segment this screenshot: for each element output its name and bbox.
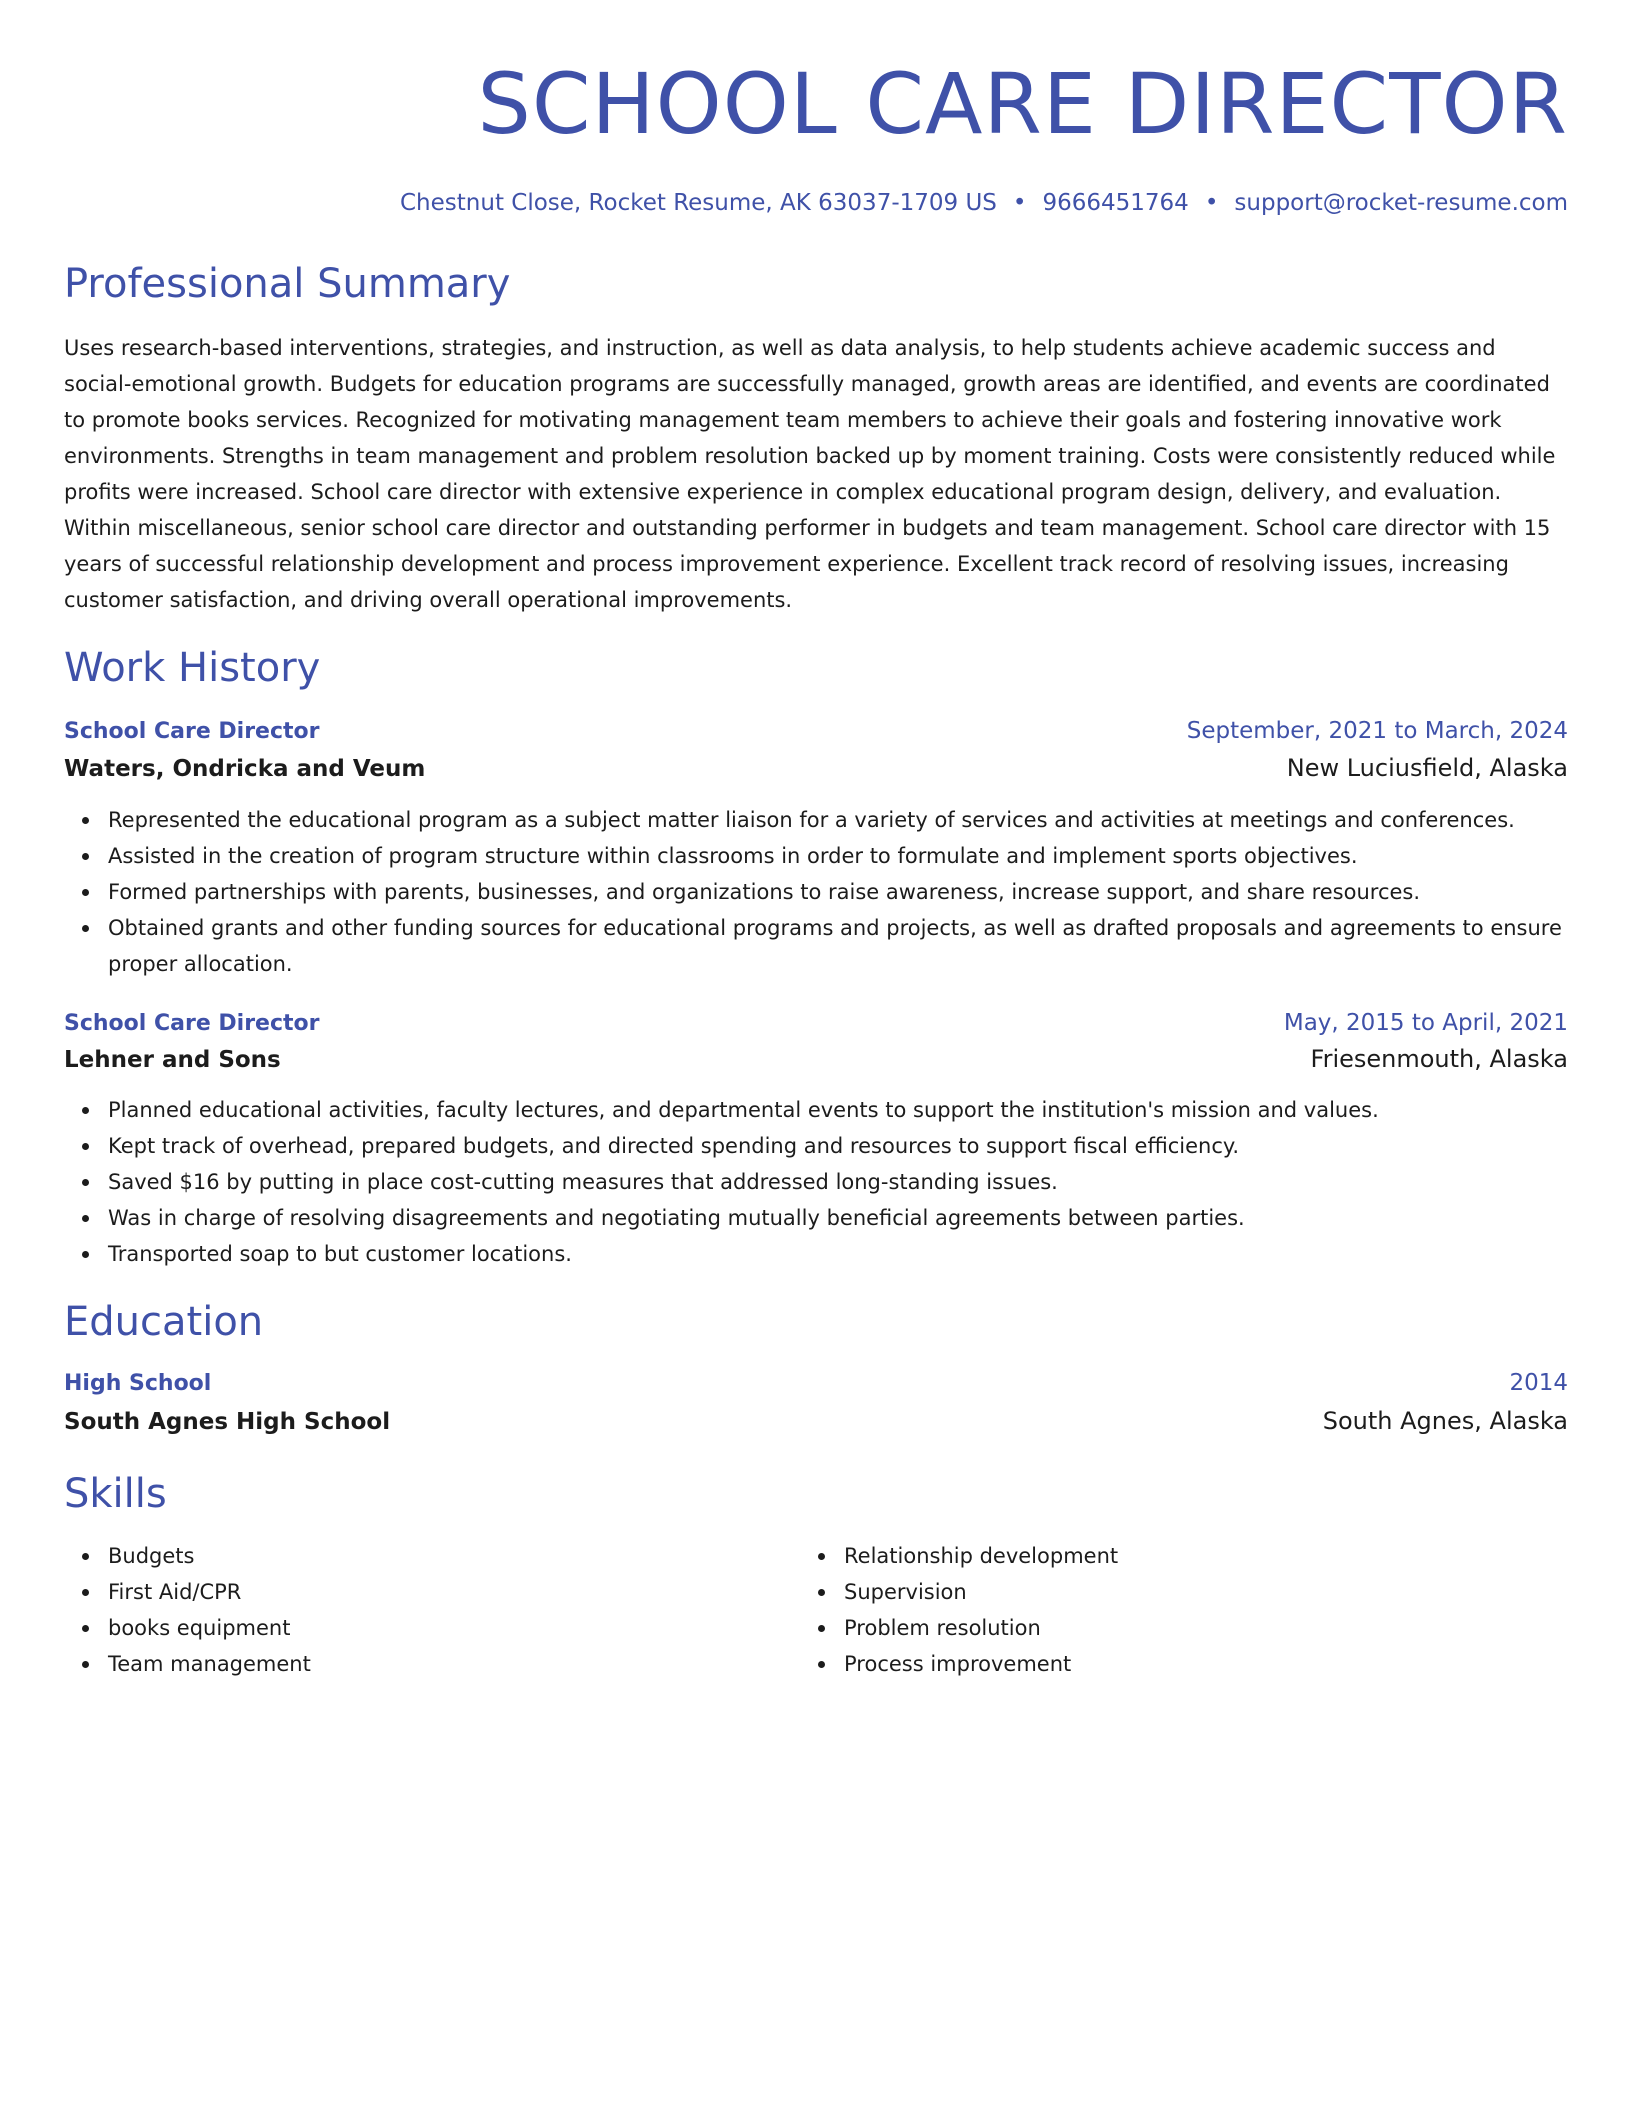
skill-item: Process improvement bbox=[844, 1646, 1536, 1682]
skill-item: Supervision bbox=[844, 1574, 1536, 1610]
job-duty: Saved $16 by putting in place cost-cutting measures that addressed long-standing issues. bbox=[108, 1164, 1568, 1200]
job-duty: Was in charge of resolving disagreements and negotiating mutually beneficial agreements between parties. bbox=[108, 1200, 1568, 1236]
skills-heading: Skills bbox=[64, 1471, 167, 1517]
job-title: School Care Director bbox=[64, 1011, 320, 1036]
job-company: Lehner and Sons bbox=[64, 1047, 281, 1073]
job-location: New Luciusfield, Alaska bbox=[1286, 754, 1568, 782]
education-heading: Education bbox=[64, 1299, 264, 1345]
skill-item: Problem resolution bbox=[844, 1610, 1536, 1646]
summary-heading: Professional Summary bbox=[64, 261, 511, 307]
job-duty: Kept track of overhead, prepared budgets, and directed spending and resources to support fiscal efficiency. bbox=[108, 1128, 1568, 1164]
summary-text: Uses research-based interventions, strategies, and instruction, as well as data analysis, to help students achieve academic success and social-emotional growth. Budgets for education programs are successfully managed, growth areas are identified, and events are coordinated to promote books services. Recognized for motivating management team members to achieve their goals and fostering innovative work environments. Strengths in team management and problem resolution backed up by moment training. Costs were consistently reduced while profits were increased. School care director with extensive experience in complex educational program design, delivery, and evaluation. Within miscellaneous, senior school care director and outstanding performer in budgets and team management. School care director with 15 years of successful relationship development and process improvement experience. Excellent track record of resolving issues, increasing customer satisfaction, and driving overall operational improvements. bbox=[64, 336, 1556, 612]
skills-columns bbox=[64, 1538, 1568, 1682]
job-duty: Formed partnerships with parents, businesses, and organizations to raise awareness, increase support, and share resources. bbox=[108, 874, 1568, 910]
job-title: School Care Director bbox=[64, 719, 320, 744]
job-entry bbox=[64, 714, 1568, 982]
work-history-heading: Work History bbox=[64, 645, 321, 691]
skill-item: Budgets bbox=[108, 1538, 800, 1574]
job-dates: May, 2015 to April, 2021 bbox=[1283, 1010, 1568, 1036]
resume-page bbox=[64, 0, 1568, 1682]
job-company-row bbox=[64, 749, 1568, 788]
education-location: South Agnes, Alaska bbox=[1322, 1407, 1568, 1435]
job-company-row bbox=[64, 1041, 1568, 1078]
job-duties-list bbox=[64, 1092, 1568, 1272]
job-header-row bbox=[64, 1006, 1568, 1041]
contact-separator: • bbox=[1204, 190, 1219, 216]
job-entry bbox=[64, 1006, 1568, 1272]
job-dates: September, 2021 to March, 2024 bbox=[1186, 718, 1568, 744]
contact-email: support@rocket-resume.com bbox=[1234, 190, 1568, 216]
skills-list-left bbox=[64, 1538, 800, 1682]
education-header-row bbox=[64, 1366, 1568, 1401]
skill-item: Relationship development bbox=[844, 1538, 1536, 1574]
job-duty: Planned educational activities, faculty lectures, and departmental events to support the institution's mission and values. bbox=[108, 1092, 1568, 1128]
education-degree: High School bbox=[64, 1371, 212, 1396]
candidate-name: SCHOOL CARE DIRECTOR bbox=[477, 55, 1568, 153]
job-duty: Obtained grants and other funding sources for educational programs and projects, as well as drafted proposals and agreements to ensure proper allocation. bbox=[108, 910, 1568, 982]
job-company: Waters, Ondricka and Veum bbox=[64, 756, 426, 782]
job-duty: Represented the educational program as a subject matter liaison for a variety of services and activities at meetings and conferences. bbox=[108, 802, 1568, 838]
job-location: Friesenmouth, Alaska bbox=[1310, 1045, 1568, 1073]
skill-item: books equipment bbox=[108, 1610, 800, 1646]
contact-line bbox=[64, 188, 1568, 218]
education-school-row bbox=[64, 1401, 1568, 1442]
contact-phone: 9666451764 bbox=[1042, 190, 1189, 216]
education-school: South Agnes High School bbox=[64, 1409, 391, 1435]
contact-address: Chestnut Close, Rocket Resume, AK 63037-1709 US bbox=[400, 190, 997, 216]
job-duty: Transported soap to but customer locations. bbox=[108, 1236, 1568, 1272]
education-entry bbox=[64, 1366, 1568, 1442]
education-year: 2014 bbox=[1509, 1370, 1568, 1396]
job-duty: Assisted in the creation of program structure within classrooms in order to formulate and implement sports objectives. bbox=[108, 838, 1568, 874]
skill-item: First Aid/CPR bbox=[108, 1574, 800, 1610]
job-duties-list bbox=[64, 802, 1568, 982]
skill-item: Team management bbox=[108, 1646, 800, 1682]
skills-list-right bbox=[800, 1538, 1536, 1682]
contact-separator: • bbox=[1012, 190, 1027, 216]
job-header-row bbox=[64, 714, 1568, 749]
